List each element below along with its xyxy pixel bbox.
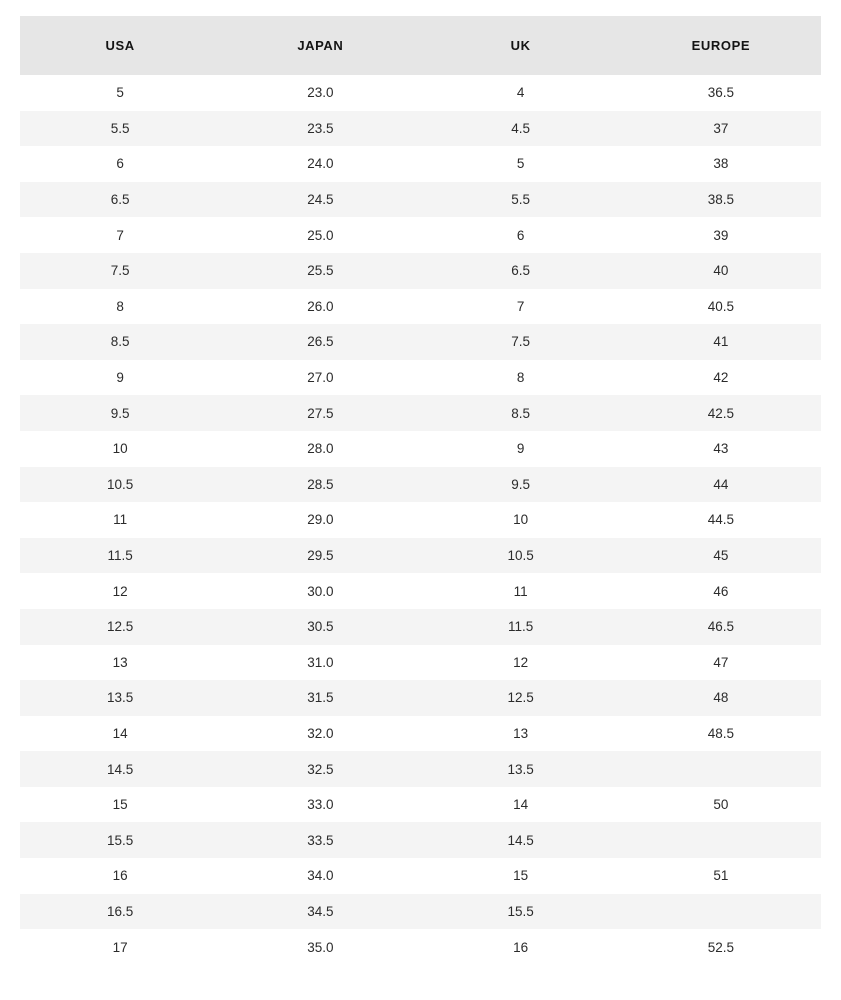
table-cell: 27.5 bbox=[220, 395, 420, 431]
column-header-uk: UK bbox=[421, 16, 621, 75]
table-cell: 11.5 bbox=[421, 609, 621, 645]
table-cell: 12.5 bbox=[421, 680, 621, 716]
table-cell: 11.5 bbox=[20, 538, 220, 574]
table-row bbox=[20, 645, 821, 681]
table-cell: 40 bbox=[621, 253, 821, 289]
table-cell: 7 bbox=[20, 217, 220, 253]
table-cell: 13 bbox=[421, 716, 621, 752]
table-cell: 8 bbox=[20, 289, 220, 325]
table-cell: 15 bbox=[421, 858, 621, 894]
table-cell: 8 bbox=[421, 360, 621, 396]
table-row bbox=[20, 573, 821, 609]
table-cell: 16 bbox=[20, 858, 220, 894]
table-cell: 10.5 bbox=[20, 467, 220, 503]
table-cell: 14.5 bbox=[421, 822, 621, 858]
table-cell: 26.5 bbox=[220, 324, 420, 360]
table-cell: 52.5 bbox=[621, 929, 821, 965]
table-row bbox=[20, 716, 821, 752]
table-cell: 40.5 bbox=[621, 289, 821, 325]
table-cell: 44.5 bbox=[621, 502, 821, 538]
table-cell: 13.5 bbox=[20, 680, 220, 716]
table-cell: 26.0 bbox=[220, 289, 420, 325]
table-cell: 14 bbox=[20, 716, 220, 752]
table-cell: 32.0 bbox=[220, 716, 420, 752]
table-cell: 10 bbox=[421, 502, 621, 538]
table-cell: 28.0 bbox=[220, 431, 420, 467]
table-cell: 9.5 bbox=[20, 395, 220, 431]
table-cell: 23.0 bbox=[220, 75, 420, 111]
table-cell: 14.5 bbox=[20, 751, 220, 787]
table-cell: 24.0 bbox=[220, 146, 420, 182]
table-cell: 30.5 bbox=[220, 609, 420, 645]
table-row bbox=[20, 822, 821, 858]
table-cell: 4 bbox=[421, 75, 621, 111]
table-cell: 31.0 bbox=[220, 645, 420, 681]
table-cell: 38.5 bbox=[621, 182, 821, 218]
table-row bbox=[20, 146, 821, 182]
table-cell: 23.5 bbox=[220, 111, 420, 147]
table-row bbox=[20, 217, 821, 253]
table-cell: 4.5 bbox=[421, 111, 621, 147]
table-cell: 45 bbox=[621, 538, 821, 574]
table-row bbox=[20, 787, 821, 823]
table-cell: 11 bbox=[421, 573, 621, 609]
table-row bbox=[20, 680, 821, 716]
table-row bbox=[20, 431, 821, 467]
table-cell: 37 bbox=[621, 111, 821, 147]
table-cell: 5 bbox=[20, 75, 220, 111]
table-row bbox=[20, 395, 821, 431]
table-row bbox=[20, 75, 821, 111]
table-cell: 15.5 bbox=[20, 822, 220, 858]
table-row bbox=[20, 111, 821, 147]
shoe-size-conversion-table bbox=[20, 16, 821, 965]
table-cell: 7.5 bbox=[421, 324, 621, 360]
table-cell: 33.0 bbox=[220, 787, 420, 823]
table-cell: 14 bbox=[421, 787, 621, 823]
table-cell: 43 bbox=[621, 431, 821, 467]
table-cell: 8.5 bbox=[421, 395, 621, 431]
table-cell: 36.5 bbox=[621, 75, 821, 111]
table-row bbox=[20, 929, 821, 965]
table-row bbox=[20, 289, 821, 325]
table-cell: 9 bbox=[421, 431, 621, 467]
table-cell bbox=[621, 822, 821, 858]
table-cell: 6.5 bbox=[421, 253, 621, 289]
table-cell: 15 bbox=[20, 787, 220, 823]
table-row bbox=[20, 182, 821, 218]
table-cell: 34.0 bbox=[220, 858, 420, 894]
table-cell: 25.0 bbox=[220, 217, 420, 253]
column-header-europe: EUROPE bbox=[621, 16, 821, 75]
table-cell: 5.5 bbox=[20, 111, 220, 147]
table-cell: 46.5 bbox=[621, 609, 821, 645]
table-cell: 29.0 bbox=[220, 502, 420, 538]
table-cell: 25.5 bbox=[220, 253, 420, 289]
table-cell: 13 bbox=[20, 645, 220, 681]
table-cell: 9.5 bbox=[421, 467, 621, 503]
table-cell: 11 bbox=[20, 502, 220, 538]
table-cell: 13.5 bbox=[421, 751, 621, 787]
table-cell: 34.5 bbox=[220, 894, 420, 930]
table-cell: 41 bbox=[621, 324, 821, 360]
table-row bbox=[20, 609, 821, 645]
table-cell: 10 bbox=[20, 431, 220, 467]
table-cell: 6 bbox=[421, 217, 621, 253]
table-body bbox=[20, 75, 821, 965]
table-cell: 6 bbox=[20, 146, 220, 182]
table-cell: 39 bbox=[621, 217, 821, 253]
table-cell: 27.0 bbox=[220, 360, 420, 396]
table-row bbox=[20, 467, 821, 503]
table-cell: 42.5 bbox=[621, 395, 821, 431]
table-cell: 17 bbox=[20, 929, 220, 965]
table-cell: 38 bbox=[621, 146, 821, 182]
table-cell: 31.5 bbox=[220, 680, 420, 716]
table-cell: 29.5 bbox=[220, 538, 420, 574]
table-cell: 33.5 bbox=[220, 822, 420, 858]
table-cell: 28.5 bbox=[220, 467, 420, 503]
table-cell: 6.5 bbox=[20, 182, 220, 218]
table-row bbox=[20, 858, 821, 894]
table-cell: 16 bbox=[421, 929, 621, 965]
table-cell: 48.5 bbox=[621, 716, 821, 752]
column-header-japan: JAPAN bbox=[220, 16, 420, 75]
table-cell: 24.5 bbox=[220, 182, 420, 218]
table-cell: 32.5 bbox=[220, 751, 420, 787]
table-cell: 44 bbox=[621, 467, 821, 503]
table-cell: 47 bbox=[621, 645, 821, 681]
table-header-row bbox=[20, 16, 821, 75]
table-row bbox=[20, 253, 821, 289]
table-cell: 7.5 bbox=[20, 253, 220, 289]
table-row bbox=[20, 324, 821, 360]
table-cell: 50 bbox=[621, 787, 821, 823]
table-cell bbox=[621, 894, 821, 930]
table-cell: 16.5 bbox=[20, 894, 220, 930]
table-cell: 42 bbox=[621, 360, 821, 396]
table-cell: 8.5 bbox=[20, 324, 220, 360]
table-row bbox=[20, 360, 821, 396]
table-cell: 12.5 bbox=[20, 609, 220, 645]
table-cell: 5.5 bbox=[421, 182, 621, 218]
table-cell: 30.0 bbox=[220, 573, 420, 609]
table-cell bbox=[621, 751, 821, 787]
table-cell: 48 bbox=[621, 680, 821, 716]
table-cell: 5 bbox=[421, 146, 621, 182]
table-cell: 10.5 bbox=[421, 538, 621, 574]
table-cell: 12 bbox=[20, 573, 220, 609]
table-row bbox=[20, 751, 821, 787]
table-cell: 15.5 bbox=[421, 894, 621, 930]
table-row bbox=[20, 502, 821, 538]
table-row bbox=[20, 538, 821, 574]
table-cell: 35.0 bbox=[220, 929, 420, 965]
table-cell: 7 bbox=[421, 289, 621, 325]
table-row bbox=[20, 894, 821, 930]
table-header bbox=[20, 16, 821, 75]
table-cell: 9 bbox=[20, 360, 220, 396]
column-header-usa: USA bbox=[20, 16, 220, 75]
table-cell: 46 bbox=[621, 573, 821, 609]
table-cell: 51 bbox=[621, 858, 821, 894]
table-cell: 12 bbox=[421, 645, 621, 681]
